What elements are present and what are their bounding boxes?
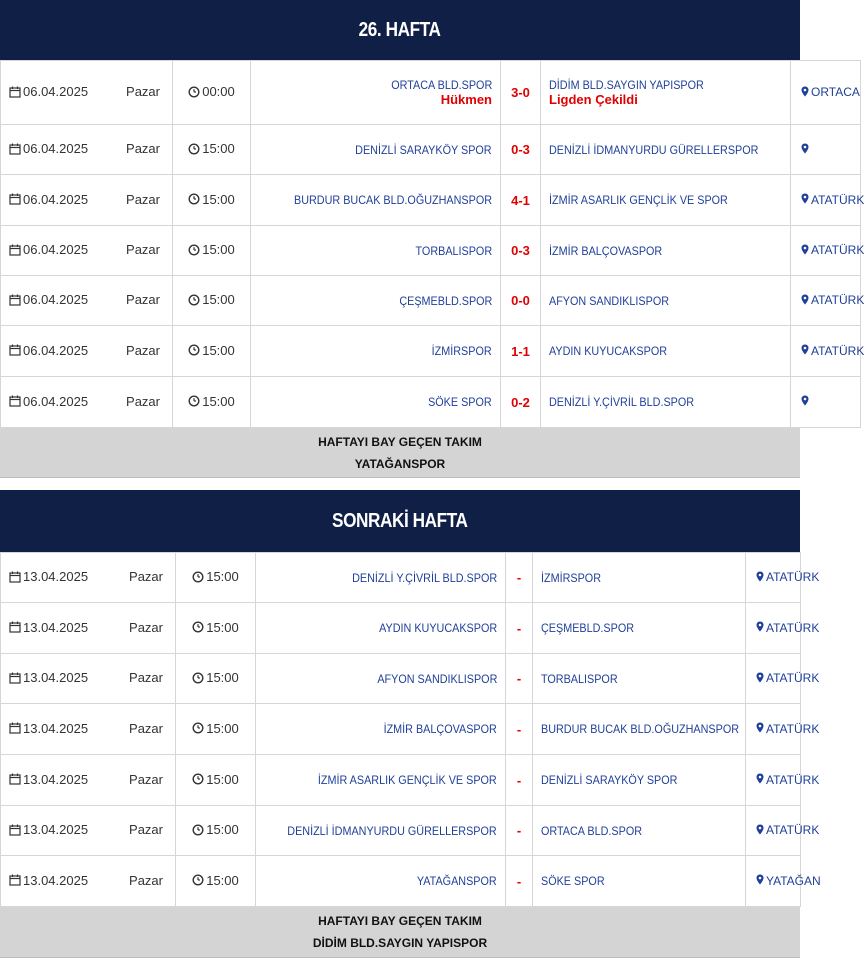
clock-icon — [188, 86, 200, 101]
match-time: 15:00 — [202, 393, 235, 409]
home-team-cell[interactable] — [256, 654, 506, 704]
home-team-cell[interactable] — [251, 61, 501, 125]
match-score: - — [506, 755, 533, 806]
away-team[interactable]: BURDUR BUCAK BLD.OĞUZHANSPOR — [541, 722, 740, 736]
calendar-icon — [9, 344, 21, 359]
match-time-cell — [173, 175, 251, 226]
match-row[interactable] — [1, 553, 801, 603]
match-time: 15:00 — [202, 292, 235, 308]
away-team-cell[interactable] — [533, 654, 746, 704]
away-team-cell[interactable] — [541, 276, 791, 326]
home-team[interactable]: AYDIN KUYUCAKSPOR — [378, 621, 497, 635]
bye-team-box — [0, 907, 800, 958]
match-day: Pazar — [126, 141, 160, 157]
away-team[interactable]: ORTACA BLD.SPOR — [541, 823, 643, 838]
home-team-cell[interactable] — [256, 603, 506, 654]
away-team-cell[interactable] — [533, 704, 746, 755]
away-team[interactable]: TORBALISPOR — [541, 671, 618, 686]
away-team-cell[interactable] — [533, 603, 746, 654]
match-time-cell — [176, 755, 256, 806]
away-team-cell[interactable] — [533, 755, 746, 806]
home-team-cell[interactable] — [256, 755, 506, 806]
fixture-table — [0, 60, 864, 428]
map-pin-icon — [756, 621, 764, 635]
away-team-cell[interactable] — [541, 125, 791, 175]
match-date: 13.04.2025 — [23, 872, 89, 888]
match-time-cell — [176, 603, 256, 654]
away-team[interactable]: ÇEŞMEBLD.SPOR — [541, 621, 635, 635]
match-score: - — [506, 806, 533, 856]
home-team-cell[interactable] — [256, 553, 506, 603]
week-section — [0, 490, 821, 958]
away-team[interactable]: DENİZLİ İDMANYURDU GÜRELLERSPOR — [549, 142, 759, 157]
match-score: - — [506, 654, 533, 704]
home-team-cell[interactable] — [251, 326, 501, 377]
match-time: 15:00 — [202, 191, 235, 207]
home-team-cell[interactable] — [251, 226, 501, 276]
match-time: 15:00 — [206, 822, 239, 838]
map-pin-icon — [756, 824, 764, 838]
match-time-cell — [173, 226, 251, 276]
calendar-icon — [9, 773, 21, 788]
calendar-icon — [9, 294, 21, 309]
match-time: 15:00 — [206, 872, 239, 888]
venue-name: ATATÜRK — [811, 243, 864, 258]
match-date-cell — [1, 175, 173, 226]
venue-name: ATATÜRK — [811, 293, 864, 308]
week-title-text: 26. HAFTA — [359, 19, 441, 41]
clock-icon — [192, 773, 204, 788]
match-date: 06.04.2025 — [23, 191, 89, 207]
match-date: 06.04.2025 — [23, 393, 89, 409]
match-date-cell — [1, 856, 176, 907]
away-team[interactable]: İZMİRSPOR — [541, 570, 602, 585]
away-team-cell[interactable] — [533, 553, 746, 603]
clock-icon — [192, 824, 204, 839]
home-team[interactable]: ÇEŞMEBLD.SPOR — [398, 293, 492, 308]
match-day: Pazar — [129, 670, 163, 686]
match-date: 13.04.2025 — [23, 720, 89, 736]
week-section — [0, 0, 864, 478]
away-team-cell[interactable] — [541, 326, 791, 377]
match-day: Pazar — [129, 569, 163, 585]
away-team-cell[interactable] — [541, 377, 791, 428]
home-team-cell[interactable] — [251, 175, 501, 226]
clock-icon — [192, 621, 204, 636]
calendar-icon — [9, 193, 21, 208]
venue-cell[interactable] — [791, 125, 861, 175]
bye-team: YATAĞANSPOR — [354, 457, 446, 471]
match-row[interactable] — [1, 125, 861, 175]
away-team-cell[interactable] — [541, 175, 791, 226]
clock-icon — [188, 294, 200, 309]
bye-label: HAFTAYI BAY GEÇEN TAKIM — [318, 435, 482, 449]
match-row[interactable] — [1, 175, 861, 226]
match-day: Pazar — [126, 342, 160, 358]
match-row[interactable] — [1, 654, 801, 704]
venue-cell[interactable] — [746, 856, 821, 907]
match-date: 06.04.2025 — [23, 242, 89, 258]
away-team[interactable]: DENİZLİ Y.ÇİVRİL BLD.SPOR — [549, 395, 695, 409]
map-pin-icon — [756, 722, 764, 736]
home-team-cell[interactable] — [256, 806, 506, 856]
match-date-cell — [1, 704, 176, 755]
home-team[interactable]: DENİZLİ SARAYKÖY SPOR — [355, 142, 492, 157]
match-day: Pazar — [129, 822, 163, 838]
bye-team: DİDİM BLD.SAYGIN YAPISPOR — [312, 936, 488, 950]
match-day: Pazar — [126, 191, 160, 207]
map-pin-icon — [801, 294, 809, 308]
match-day: Pazar — [129, 771, 163, 787]
venue-name: ATATÜRK — [766, 570, 820, 585]
clock-icon — [192, 672, 204, 687]
venue-name: ATATÜRK — [766, 671, 820, 686]
calendar-icon — [9, 86, 21, 101]
week-title-text: SONRAKİ HAFTA — [332, 510, 468, 532]
clock-icon — [188, 395, 200, 410]
venue-name: YATAĞAN — [766, 873, 821, 888]
match-date: 13.04.2025 — [23, 670, 89, 686]
clock-icon — [188, 143, 200, 158]
match-row[interactable] — [1, 276, 861, 326]
bye-team-box — [0, 428, 800, 478]
away-team-cell[interactable] — [541, 61, 791, 125]
match-time-cell — [176, 806, 256, 856]
map-pin-icon — [756, 874, 764, 888]
venue-cell[interactable] — [791, 61, 861, 125]
calendar-icon — [9, 571, 21, 586]
match-time-cell — [173, 276, 251, 326]
match-row[interactable] — [1, 326, 861, 377]
match-score: 4-1 — [501, 175, 541, 226]
match-time-cell — [176, 856, 256, 907]
match-time: 15:00 — [202, 242, 235, 258]
match-date: 13.04.2025 — [23, 822, 89, 838]
match-score: - — [506, 856, 533, 907]
map-pin-icon — [756, 672, 764, 686]
fixture-table — [0, 552, 821, 907]
week-title — [0, 490, 800, 552]
calendar-icon — [9, 143, 21, 158]
match-date: 13.04.2025 — [23, 771, 89, 787]
match-date: 13.04.2025 — [23, 569, 89, 585]
calendar-icon — [9, 672, 21, 687]
match-score: - — [506, 553, 533, 603]
venue-cell[interactable] — [791, 175, 864, 226]
week-title — [0, 0, 800, 60]
match-row[interactable] — [1, 377, 861, 428]
match-time-cell — [173, 125, 251, 175]
match-time: 15:00 — [206, 670, 239, 686]
match-time-cell — [176, 654, 256, 704]
venue-cell[interactable] — [791, 326, 864, 377]
match-date-cell — [1, 61, 173, 125]
calendar-icon — [9, 874, 21, 889]
calendar-icon — [9, 621, 21, 636]
home-team[interactable]: İZMİR ASARLIK GENÇLİK VE SPOR — [318, 773, 497, 787]
match-date-cell — [1, 276, 173, 326]
venue-cell[interactable] — [746, 755, 820, 806]
match-day: Pazar — [126, 292, 160, 308]
match-score: 0-0 — [501, 276, 541, 326]
match-row[interactable] — [1, 856, 801, 907]
venue-cell[interactable] — [791, 276, 864, 326]
home-team-cell[interactable] — [251, 276, 501, 326]
map-pin-icon — [801, 193, 809, 207]
venue-name: ATATÜRK — [811, 343, 864, 358]
match-time-cell — [176, 704, 256, 755]
match-score: - — [506, 603, 533, 654]
away-team[interactable]: SÖKE SPOR — [541, 874, 605, 888]
match-date-cell — [1, 654, 176, 704]
match-time: 15:00 — [206, 720, 239, 736]
match-time-cell — [176, 553, 256, 603]
match-date-cell — [1, 603, 176, 654]
away-team-cell[interactable] — [533, 856, 746, 907]
match-date-cell — [1, 755, 176, 806]
home-team[interactable]: İZMİRSPOR — [431, 344, 492, 358]
match-time: 15:00 — [206, 771, 239, 787]
clock-icon — [188, 193, 200, 208]
match-score: 0-3 — [501, 226, 541, 276]
home-team-cell[interactable] — [251, 377, 501, 428]
home-team[interactable]: BURDUR BUCAK BLD.OĞUZHANSPOR — [293, 193, 492, 207]
clock-icon — [192, 722, 204, 737]
calendar-icon — [9, 244, 21, 259]
away-team[interactable]: İZMİR BALÇOVASPOR — [549, 243, 663, 258]
venue-name: ATATÜRK — [811, 192, 864, 207]
clock-icon — [188, 344, 200, 359]
home-team[interactable]: YATAĞANSPOR — [417, 874, 497, 888]
home-team[interactable]: DENİZLİ Y.ÇİVRİL BLD.SPOR — [351, 570, 497, 585]
map-pin-icon — [801, 344, 809, 358]
venue-cell[interactable] — [746, 553, 820, 603]
map-pin-icon — [801, 143, 809, 157]
match-date-cell — [1, 226, 173, 276]
venue-name: ATATÜRK — [766, 620, 820, 635]
venue-cell[interactable] — [746, 654, 820, 704]
match-row[interactable] — [1, 704, 801, 755]
map-pin-icon — [756, 773, 764, 787]
match-time: 15:00 — [206, 619, 239, 635]
away-team[interactable]: İZMİR ASARLIK GENÇLİK VE SPOR — [549, 193, 728, 207]
clock-icon — [192, 571, 204, 586]
home-team-cell[interactable] — [251, 125, 501, 175]
match-date: 06.04.2025 — [23, 141, 89, 157]
match-time: 15:00 — [202, 141, 235, 157]
match-day: Pazar — [129, 619, 163, 635]
home-team-cell[interactable] — [256, 856, 506, 907]
venue-cell[interactable] — [746, 603, 820, 654]
away-team[interactable]: AYDIN KUYUCAKSPOR — [549, 344, 668, 358]
match-day: Pazar — [126, 393, 160, 409]
venue-name: ORTACA — [811, 85, 860, 100]
venue-cell[interactable] — [791, 377, 861, 428]
match-date: 06.04.2025 — [23, 342, 89, 358]
match-day: Pazar — [126, 242, 160, 258]
home-team-cell[interactable] — [256, 704, 506, 755]
match-row[interactable] — [1, 755, 801, 806]
calendar-icon — [9, 824, 21, 839]
match-score: 1-1 — [501, 326, 541, 377]
clock-icon — [188, 244, 200, 259]
calendar-icon — [9, 395, 21, 410]
match-time: 15:00 — [206, 569, 239, 585]
match-date: 06.04.2025 — [23, 84, 89, 100]
calendar-icon — [9, 722, 21, 737]
away-note: Ligden Çekildi — [549, 92, 638, 107]
away-team-cell[interactable] — [541, 226, 791, 276]
venue-name: ATATÜRK — [766, 823, 820, 838]
map-pin-icon — [801, 86, 809, 100]
match-time: 00:00 — [202, 84, 235, 100]
away-team[interactable]: DENİZLİ SARAYKÖY SPOR — [541, 773, 678, 787]
home-team[interactable]: İZMİR BALÇOVASPOR — [383, 722, 497, 736]
match-time: 15:00 — [202, 342, 235, 358]
bye-label: HAFTAYI BAY GEÇEN TAKIM — [318, 914, 482, 928]
match-date-cell — [1, 326, 173, 377]
home-team[interactable]: ORTACA BLD.SPOR — [390, 78, 492, 92]
home-team[interactable]: DENİZLİ İDMANYURDU GÜRELLERSPOR — [287, 823, 497, 838]
map-pin-icon — [801, 395, 809, 409]
match-date: 06.04.2025 — [23, 292, 89, 308]
match-score: - — [506, 704, 533, 755]
map-pin-icon — [801, 244, 809, 258]
match-date-cell — [1, 377, 173, 428]
match-score: 0-2 — [501, 377, 541, 428]
venue-cell[interactable] — [791, 226, 864, 276]
clock-icon — [192, 874, 204, 889]
match-time-cell — [173, 326, 251, 377]
venue-name: ATATÜRK — [766, 721, 820, 736]
match-row[interactable] — [1, 603, 801, 654]
match-date-cell — [1, 553, 176, 603]
away-team[interactable]: AFYON SANDIKLISPOR — [549, 293, 670, 308]
map-pin-icon — [756, 571, 764, 585]
match-row[interactable] — [1, 61, 861, 125]
match-row[interactable] — [1, 226, 861, 276]
match-day: Pazar — [126, 84, 160, 100]
match-score: 0-3 — [501, 125, 541, 175]
away-team-cell[interactable] — [533, 806, 746, 856]
match-row[interactable] — [1, 806, 801, 856]
venue-cell[interactable] — [746, 806, 820, 856]
venue-name: ATATÜRK — [766, 772, 820, 787]
match-date-cell — [1, 806, 176, 856]
home-team[interactable]: AFYON SANDIKLISPOR — [376, 671, 497, 686]
home-note: Hükmen — [440, 92, 492, 107]
match-day: Pazar — [129, 720, 163, 736]
home-team[interactable]: TORBALISPOR — [415, 243, 492, 258]
match-day: Pazar — [129, 872, 163, 888]
away-team[interactable]: DİDİM BLD.SAYGIN YAPISPOR — [549, 78, 704, 92]
match-time-cell — [173, 377, 251, 428]
match-date: 13.04.2025 — [23, 619, 89, 635]
match-time-cell — [173, 61, 251, 125]
match-date-cell — [1, 125, 173, 175]
home-team[interactable]: SÖKE SPOR — [428, 395, 492, 409]
match-score: 3-0 — [501, 61, 541, 125]
